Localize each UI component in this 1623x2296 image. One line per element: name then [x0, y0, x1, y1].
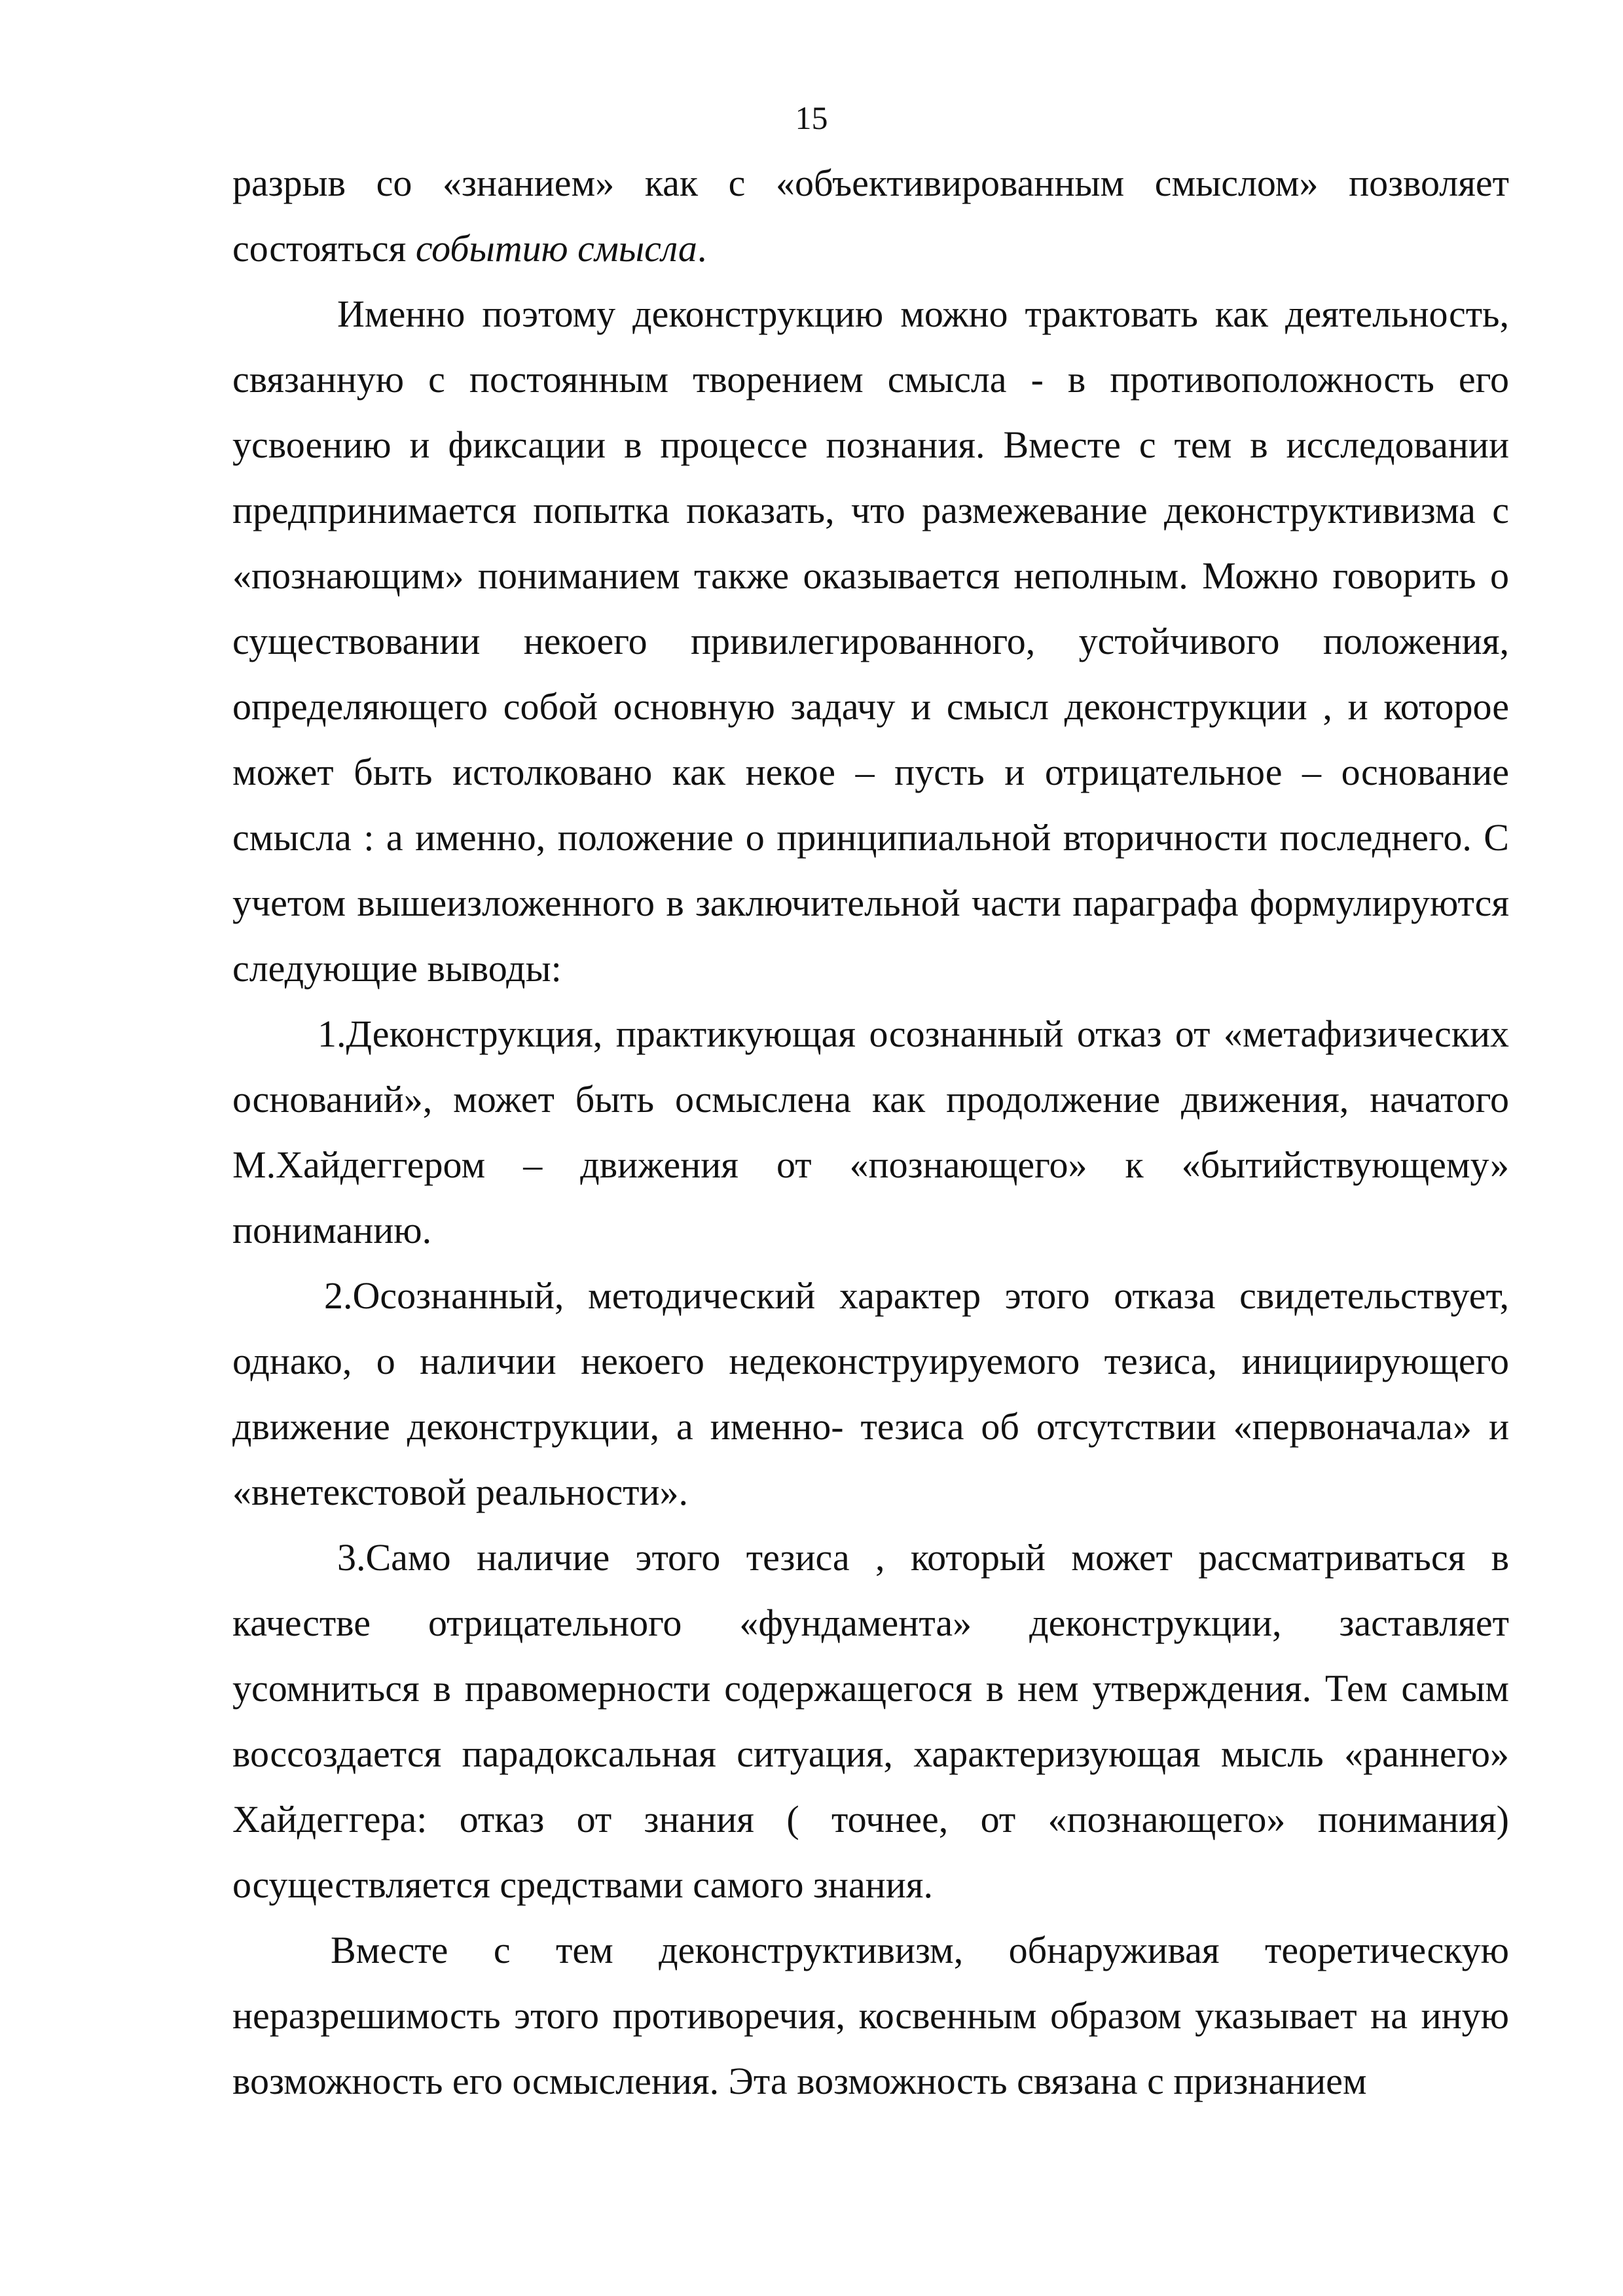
conclusion-item-1: 1.Деконструкция, практикующая осознанный отказ от «метафизических оснований», может быть осмыслена как продолжение движения, начатого М.Хайдеггером – движения от «познающего» к «бытийствующему» пониманию. [232, 1013, 1509, 1251]
conclusion-item-3: 3.Само наличие этого тезиса , который может рассматриваться в качестве отрицательного «фундамента» деконструкции, заставляет усомниться в правомерности содержащегося в нем утверждения. Тем самым воссоздается парадоксальная ситуация, характеризующая мысль «раннего» Хайдеггера: отказ от знания ( точнее, от «познающего» понимания) осуществляется средствами самого знания. [232, 1536, 1509, 1906]
page-number: 15 [795, 99, 828, 136]
paragraph-continuation [232, 151, 1509, 281]
conclusion-item-2: 2.Осознанный, методический характер этого отказа свидетельствует, однако, о наличии некоего недеконструируемого тезиса, инициирующего движение деконструкции, а именно- тезиса об отсутствии «первоначала» и «внетекстовой реальности». [232, 1274, 1509, 1513]
emphasized-phrase: событию смысла [415, 227, 697, 270]
paragraph-deconstruction-activity: Именно поэтому деконструкцию можно трактовать как деятельность, связанную с постоянным творением смысла - в противоположность его усвоению и фиксации в процессе познания. Вместе с тем в исследовании предпринимается попытка показать, что размежевание деконструктивизма с «познающим» пониманием также оказывается неполным. Можно говорить о существовании некоего привилегированного, устойчивого положения, определяющего собой основную задачу и смысл деконструкции , и которое может быть истолковано как некое – пусть и отрицательное – основание смысла : а именно, положение о принципиальной вторичности последнего. С учетом вышеизложенного в заключительной части параграфа формулируются следующие выводы: [232, 293, 1509, 990]
paragraph-text: разрыв со «знанием» как с «объективированным смыслом» позволяет состояться [232, 162, 1509, 270]
document-body [232, 151, 1509, 2114]
paragraph-final: Вместе с тем деконструктивизм, обнаруживая теоретическую неразрешимость этого противоречия, косвенным образом указывает на иную возможность его осмысления. Эта возможность связана с признанием [232, 1929, 1509, 2102]
paragraph-text-end: . [697, 227, 707, 270]
